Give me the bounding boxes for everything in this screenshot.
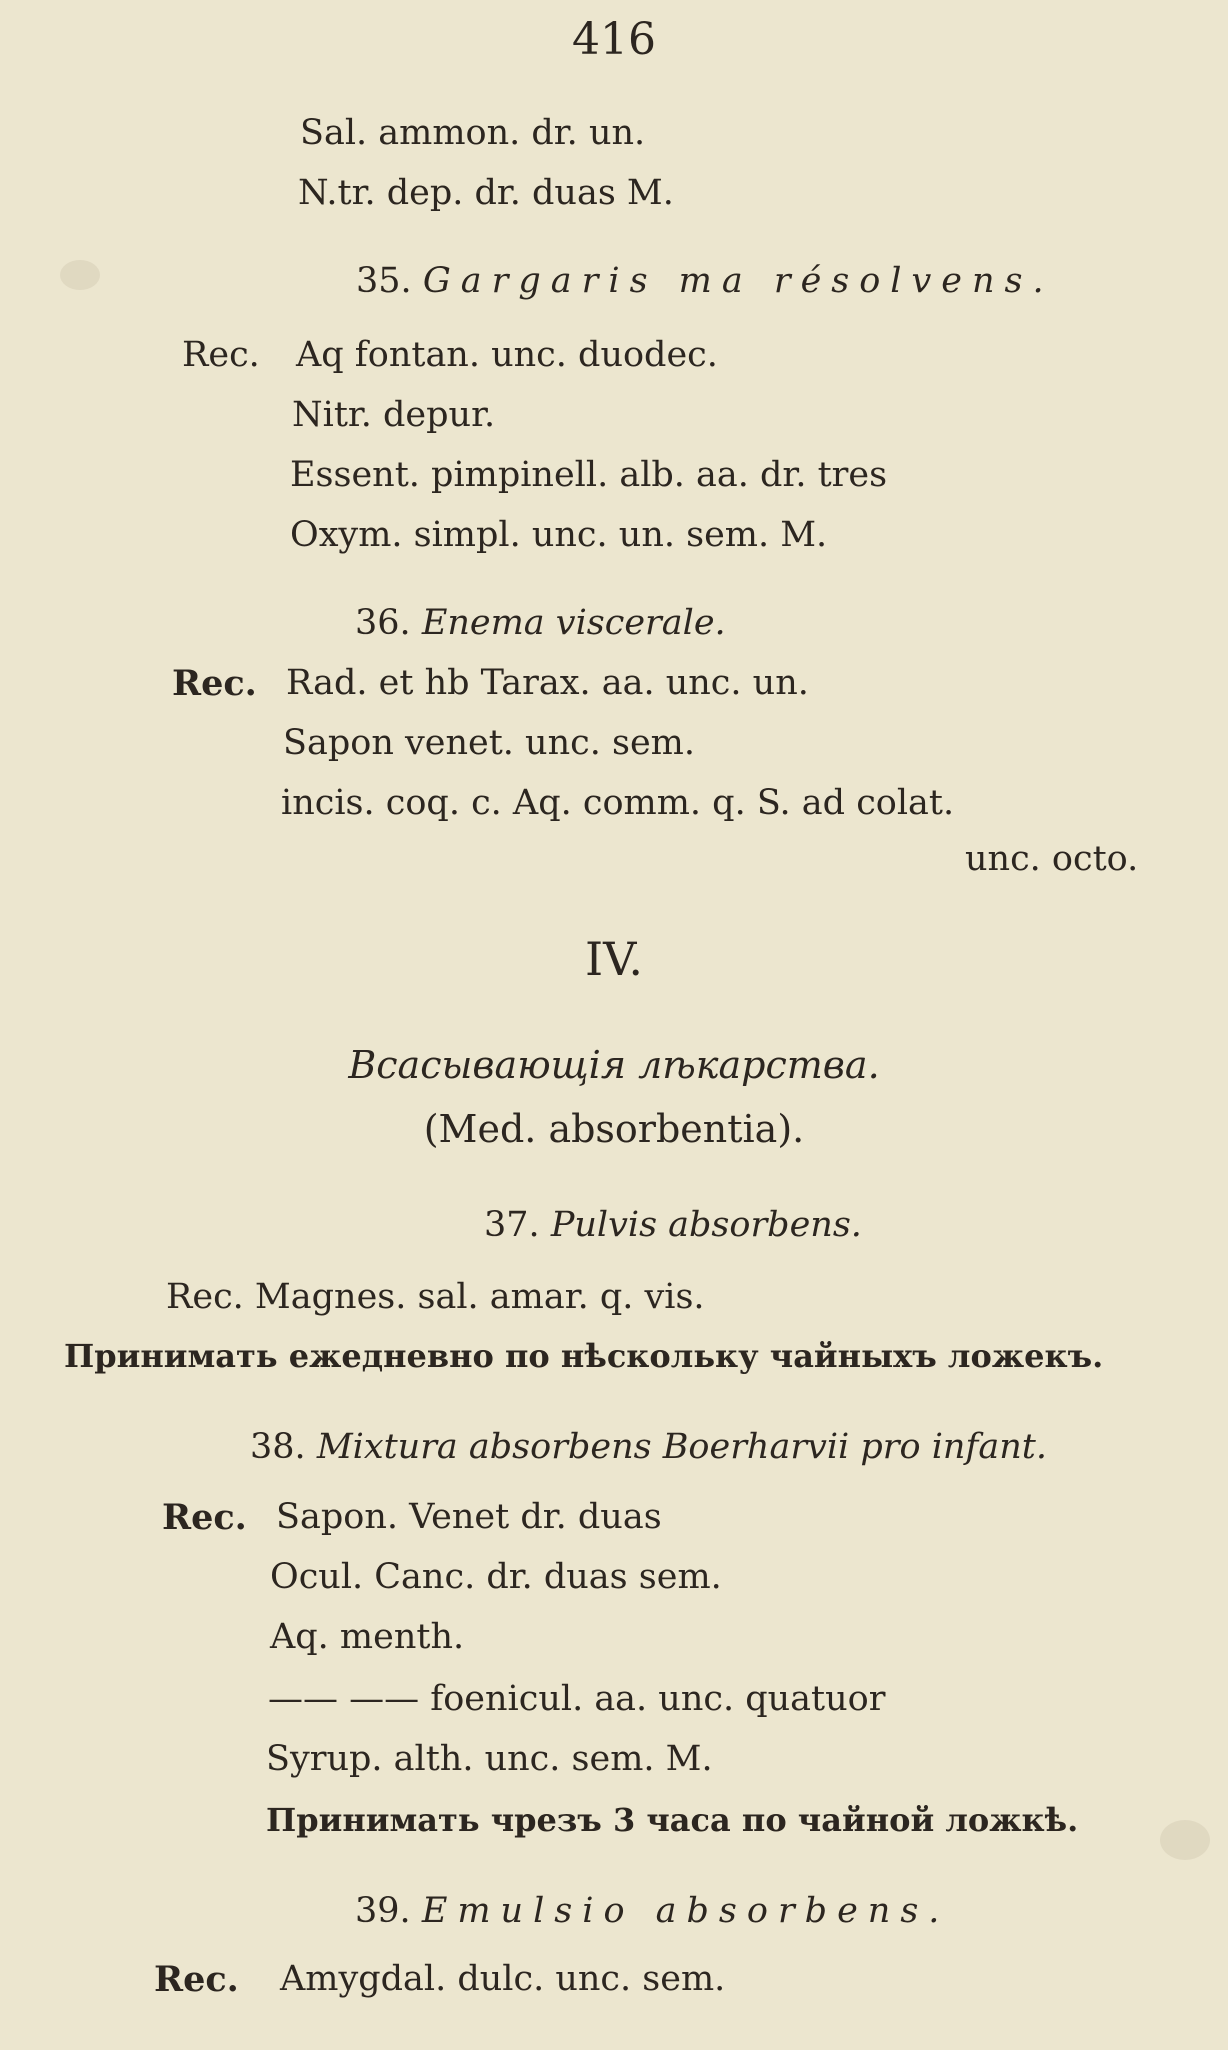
ingredient-line: —— —— foenicul. aa. unc. quatuor: [268, 1679, 886, 1719]
instruction-line: Принимать чрезъ 3 часа по чайной ложкѣ.: [266, 1801, 1079, 1839]
page-number: 416: [572, 14, 656, 65]
recipe-title: Emulsio absorbens.: [421, 1891, 950, 1931]
recipe-number: 36.: [355, 603, 411, 643]
recipe-39-heading: [355, 1891, 950, 1931]
paper-stain: [1160, 1820, 1210, 1860]
ingredient-line: Sapon venet. unc. sem.: [283, 723, 695, 763]
rec-label: Rec.: [182, 335, 260, 375]
ingredient-line: Nitr. depur.: [292, 395, 496, 435]
ingredient-line: incis. coq. c. Aq. comm. q. S. ad colat.: [281, 783, 955, 823]
recipe-35-heading: [356, 261, 1054, 301]
ingredient-line: Rec. Magnes. sal. amar. q. vis.: [166, 1277, 705, 1317]
ingredient-line: Aq fontan. unc. duodec.: [296, 335, 718, 375]
ingredient-line: Oxym. simpl. unc. un. sem. M.: [290, 515, 828, 555]
recipe-number: 37.: [484, 1205, 540, 1245]
recipe-title: Pulvis absorbens.: [550, 1205, 862, 1245]
text-line: Sal. ammon. dr. un.: [300, 113, 646, 153]
section-numeral: IV.: [585, 932, 643, 986]
ingredient-line: Ocul. Canc. dr. duas sem.: [270, 1557, 722, 1597]
section-subtitle: (Med. absorbentia).: [423, 1107, 805, 1151]
rec-label: Rec.: [172, 663, 257, 704]
ingredient-line: unc. octo.: [965, 839, 1139, 879]
recipe-title: Mixtura absorbens Boerharvii pro infant.: [316, 1427, 1047, 1467]
section-title: Всасывающія лѣкарства.: [348, 1043, 880, 1087]
recipe-37-heading: [484, 1205, 862, 1245]
recipe-number: 35.: [356, 261, 412, 301]
recipe-38-heading: [250, 1427, 1047, 1467]
recipe-number: 39.: [355, 1891, 411, 1931]
ingredient-line: Essent. pimpinell. alb. aa. dr. tres: [290, 455, 888, 495]
ingredient-line: Sapon. Venet dr. duas: [276, 1497, 662, 1537]
ingredient-line: Amygdal. dulc. unc. sem.: [280, 1959, 726, 1999]
rec-label: Rec.: [154, 1959, 239, 2000]
recipe-title: Gargaris ma résolvens.: [422, 261, 1054, 301]
ingredient-line: Rad. et hb Tarax. aa. unc. un.: [286, 663, 809, 703]
ingredient-line: Syrup. alth. unc. sem. M.: [266, 1739, 713, 1779]
rec-label: Rec.: [162, 1497, 247, 1538]
recipe-36-heading: [355, 603, 726, 643]
recipe-number: 38.: [250, 1427, 306, 1467]
text-line: N.tr. dep. dr. duas M.: [298, 173, 674, 213]
ingredient-line: Aq. menth.: [270, 1617, 465, 1657]
instruction-line: Принимать ежедневно по нѣскольку чайныхъ ложекъ.: [64, 1337, 1104, 1375]
recipe-title: Enema viscerale.: [421, 603, 726, 643]
paper-stain: [60, 260, 100, 290]
